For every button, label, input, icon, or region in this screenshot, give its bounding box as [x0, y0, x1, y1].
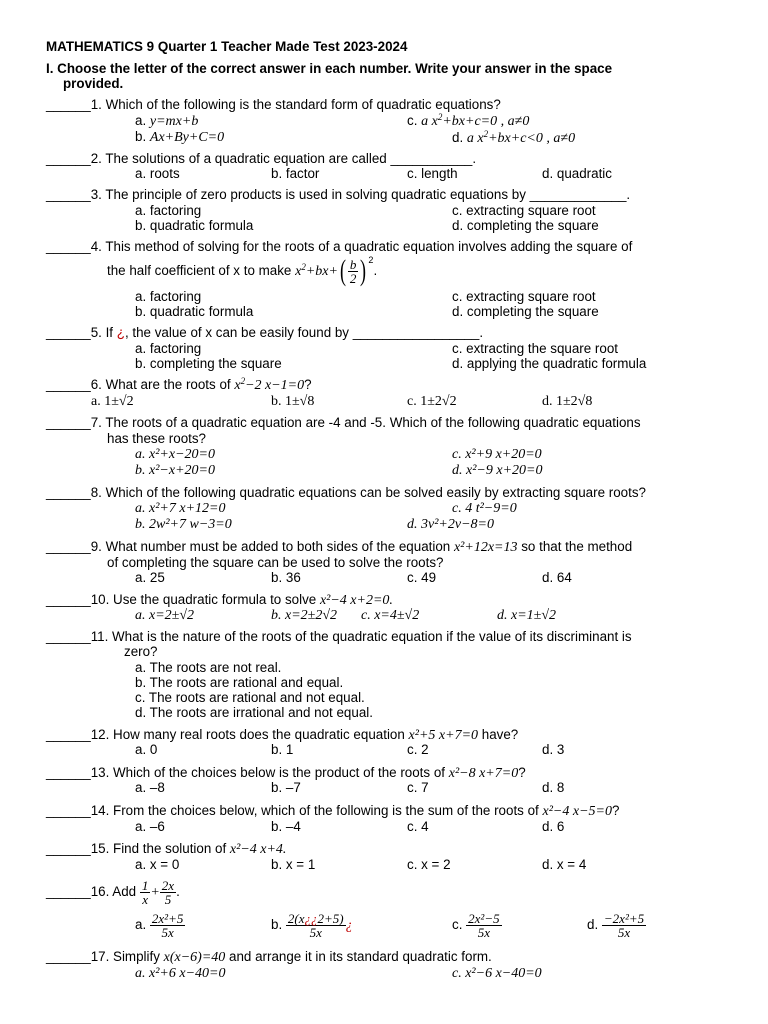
- choice-a: a. 1±√2: [91, 394, 134, 409]
- question-2: [46, 151, 476, 167]
- question-14: ______14. From the choices below, which of the following is the sum of the roots of x²−4 x−5=0?: [46, 803, 620, 819]
- choice-d: d. x²−9 x+20=0: [452, 463, 543, 478]
- choice-d: d. a $x^2+bx+c<0$ , a≠0: [452, 129, 576, 146]
- choice-a: a. factoring: [135, 341, 202, 356]
- answer-blank[interactable]: ______: [46, 325, 91, 340]
- answer-blank[interactable]: ______: [46, 97, 91, 112]
- choice-c: c. length: [407, 166, 458, 181]
- question-text: 3. The principle of zero products is used in solving quadratic equations by _____________.: [90, 187, 631, 202]
- choice-d: d. The roots are irrational and not equal.: [135, 705, 373, 720]
- choice-a: a. $\frac{\text{2x²+5}}{5x}$: [135, 910, 184, 940]
- choice-a: a. The roots are not real.: [135, 660, 282, 675]
- answer-blank[interactable]: ______: [46, 187, 91, 202]
- choice-b: b. 1: [271, 742, 294, 757]
- answer-blank[interactable]: ______: [46, 803, 91, 818]
- answer-blank[interactable]: ______: [46, 765, 91, 780]
- choice-a: a. roots: [135, 166, 180, 181]
- choice-d: d. x = 4: [542, 857, 587, 872]
- choice-d: d. 8: [542, 780, 565, 795]
- choice-a: a. factoring: [135, 203, 202, 218]
- question-12: ______12. How many real roots does the quadratic equation x²+5 x+7=0 have?: [46, 727, 519, 743]
- choice-a: a. x²+6 x−40=0: [135, 966, 226, 981]
- question-3: [46, 187, 630, 203]
- choice-d: d. completing the square: [452, 218, 599, 233]
- question-10: ______10. Use the quadratic formula to solve x²−4 x+2=0.: [46, 592, 393, 608]
- choice-a: a. x²+x−20=0: [135, 447, 215, 462]
- answer-blank[interactable]: ______: [46, 539, 91, 554]
- answer-blank[interactable]: ______: [46, 415, 91, 430]
- choice-c: c. 2: [407, 742, 429, 757]
- question-7-line-2: has these roots?: [107, 431, 207, 446]
- choice-d: d. x=1±√2: [497, 608, 557, 623]
- choice-a: a. 0: [135, 742, 158, 757]
- answer-blank[interactable]: ______: [46, 377, 91, 392]
- question-5: ______5. If ¿, the value of x can be easily found by _________________.: [46, 325, 484, 340]
- choice-b: b. factor: [271, 166, 320, 181]
- question-1: [46, 97, 501, 113]
- choice-d: d. 3: [542, 742, 565, 757]
- choice-b: b. –4: [271, 819, 301, 834]
- question-13: ______13. Which of the choices below is the product of the roots of x²−8 x+7=0?: [46, 765, 526, 781]
- question-7: ______7. The roots of a quadratic equation are -4 and -5. Which of the following quadratic equations: [46, 415, 641, 430]
- question-9: ______9. What number must be added to both sides of the equation x²+12x=13 so that the method: [46, 539, 633, 555]
- answer-blank[interactable]: ______: [46, 592, 91, 607]
- answer-blank[interactable]: ______: [46, 841, 91, 856]
- instruction-line-1: I. Choose the letter of the correct answer in each number. Write your answer in the space: [46, 61, 613, 76]
- choice-c: c. 1±2√2: [407, 394, 457, 409]
- choice-a: a. 25: [135, 570, 165, 585]
- choice-b: b. completing the square: [135, 356, 282, 371]
- choice-a: a. x=2±√2: [135, 608, 195, 623]
- question-4: [46, 239, 632, 255]
- choice-c: c. extracting square root: [452, 203, 596, 218]
- choice-b: b. Ax+By+C=0: [135, 129, 225, 145]
- choice-c: c. extracting square root: [452, 289, 596, 304]
- choice-c: c. 49: [407, 570, 437, 585]
- instruction-line-2: provided.: [63, 76, 124, 91]
- question-11-line-2: zero?: [124, 644, 158, 659]
- choice-d: d. 64: [542, 570, 572, 585]
- choice-d: d. 1±2√8: [542, 394, 593, 409]
- choice-b: b. x=2±2√2: [271, 608, 338, 623]
- choice-b: b. x²−x+20=0: [135, 463, 215, 478]
- question-8: ______8. Which of the following quadratic equations can be solved easily by extracting square roots?: [46, 485, 646, 500]
- choice-a: a. y=mx+b: [135, 113, 199, 129]
- choice-b: b. quadratic formula: [135, 304, 254, 319]
- choice-a: a. x = 0: [135, 857, 180, 872]
- choice-c: c. 4: [407, 819, 429, 834]
- choice-d: d. $\frac{\text{−2x²+5}}{5x}$: [587, 910, 645, 940]
- choice-b: b. x = 1: [271, 857, 316, 872]
- question-6: ______6. What are the roots of $x^2-2$ x−1=0?: [46, 376, 312, 393]
- choice-c: c. x²+9 x+20=0: [452, 447, 542, 462]
- choice-a: a. x²+7 x+12=0: [135, 501, 226, 516]
- choice-b: b. –7: [271, 780, 301, 795]
- choice-c: c. a $x^2+bx+c=0$ , a≠0: [407, 112, 530, 129]
- answer-blank[interactable]: ______: [46, 485, 91, 500]
- question-15: ______15. Find the solution of x²−4 x+4.: [46, 841, 287, 857]
- choice-b: b. 1±√8: [271, 394, 315, 409]
- choice-c: c. $\frac{\text{2x²−5}}{5x}$: [452, 910, 500, 940]
- test-title: MATHEMATICS 9 Quarter 1 Teacher Made Test 2023-2024: [46, 39, 408, 54]
- choice-c: c. extracting the square root: [452, 341, 618, 356]
- question-17: ______17. Simplify x(x−6)=40 and arrange it in its standard quadratic form.: [46, 949, 492, 965]
- answer-blank[interactable]: ______: [46, 151, 91, 166]
- choice-d: d. 3v²+2v−8=0: [407, 517, 494, 532]
- question-text: 1. Which of the following is the standard form of quadratic equations?: [90, 97, 501, 112]
- answer-blank[interactable]: ______: [46, 727, 91, 742]
- choice-c: c. x=4±√2: [361, 608, 420, 623]
- answer-blank[interactable]: ______: [46, 884, 91, 899]
- choice-d: d. completing the square: [452, 304, 599, 319]
- choice-b: b. The roots are rational and equal.: [135, 675, 344, 690]
- answer-blank[interactable]: ______: [46, 949, 91, 964]
- question-16: ______16. Add $\frac{1}{x}$ + $\frac{2x}{5}$ .: [46, 877, 180, 907]
- question-text: 2. The solutions of a quadratic equation are called ___________.: [90, 151, 477, 166]
- choice-b: b. 36: [271, 570, 301, 585]
- choice-a: a. –8: [135, 780, 165, 795]
- choice-b: b. quadratic formula: [135, 218, 254, 233]
- choice-c: c. x = 2: [407, 857, 451, 872]
- question-9-line-2: of completing the square can be used to solve the roots?: [107, 555, 444, 570]
- broken-glyph: ¿: [116, 325, 125, 340]
- choice-a: a. factoring: [135, 289, 202, 304]
- choice-b: b. $\frac{2(x¿¿2+5)}{5x}$ ¿: [271, 910, 353, 940]
- choice-c: c. 7: [407, 780, 429, 795]
- choice-c: c. 4 t²−9=0: [452, 501, 517, 516]
- answer-blank[interactable]: ______: [46, 629, 91, 644]
- choice-c: c. x²−6 x−40=0: [452, 966, 542, 981]
- question-4-line-2: the half coefficient of x to make $x^2+bx+$( $\frac{b}{2}$ ) $^2$.: [107, 254, 378, 288]
- question-11: ______11. What is the nature of the roots of the quadratic equation if the value of its discriminant is: [46, 629, 632, 644]
- choice-c: c. The roots are rational and not equal.: [135, 690, 365, 705]
- answer-blank[interactable]: ______: [46, 239, 91, 254]
- choice-b: b. 2w²+7 w−3=0: [135, 517, 232, 532]
- question-text: 4. This method of solving for the roots of a quadratic equation involves adding the square of: [90, 239, 633, 254]
- choice-d: d. 6: [542, 819, 565, 834]
- choice-d: d. quadratic: [542, 166, 612, 181]
- choice-d: d. applying the quadratic formula: [452, 356, 647, 371]
- choice-a: a. –6: [135, 819, 165, 834]
